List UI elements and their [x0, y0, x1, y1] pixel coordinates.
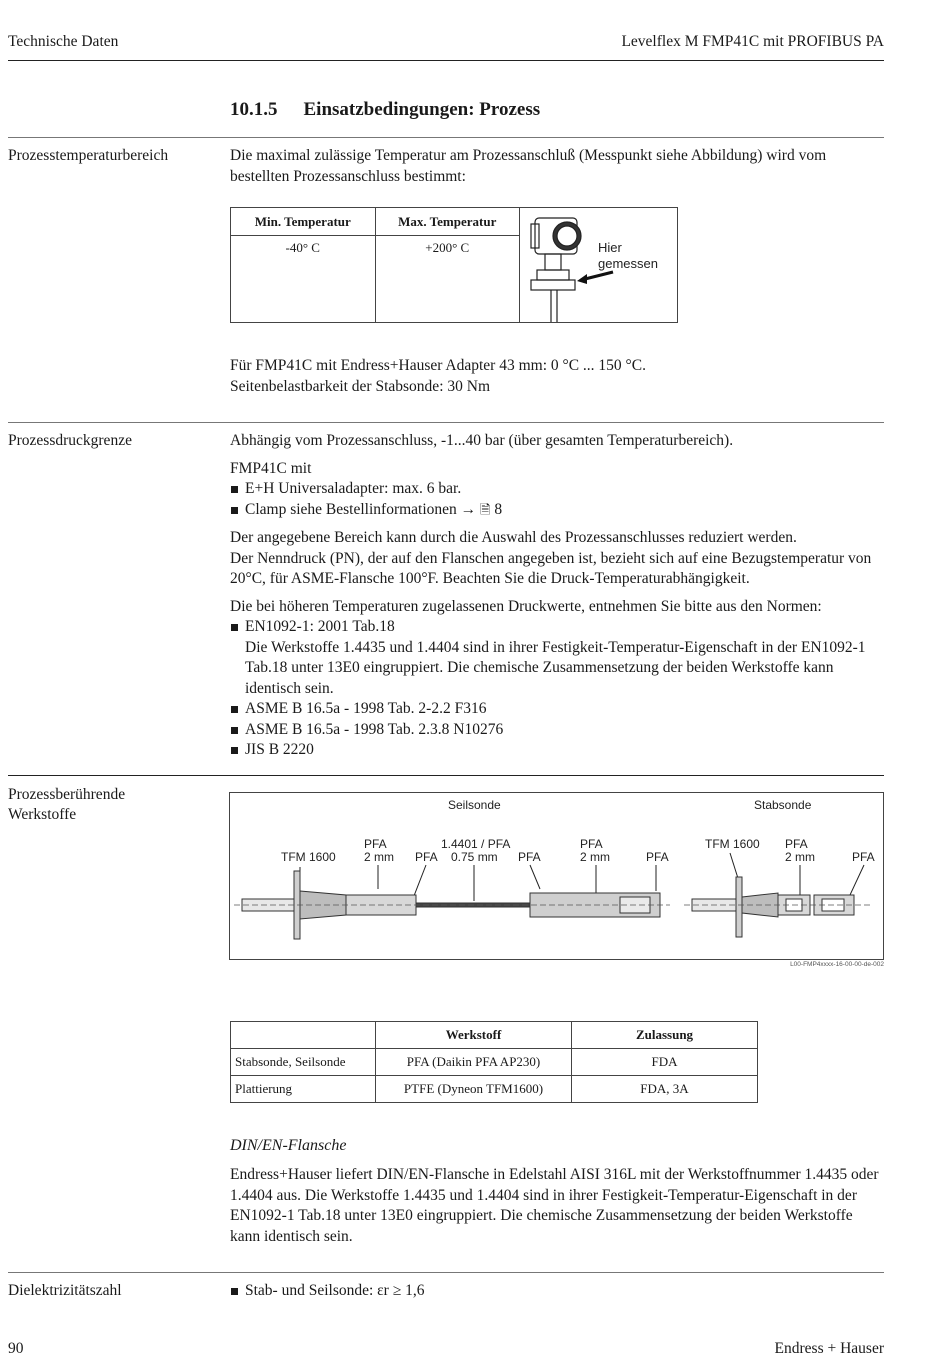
rule	[8, 137, 884, 138]
temp-adapter-line: Für FMP41C mit Endress+Hauser Adapter 43 mm: 0 °C ... 150 °C.	[230, 357, 646, 374]
norm-en1092: EN1092-1: 2001 Tab.18	[230, 617, 885, 638]
fig-label-inox: 1.4401 / PFA	[441, 837, 511, 851]
section-title-text: Einsatzbedingungen: Prozess	[303, 99, 541, 120]
fig-label-tfm-1: TFM 1600	[281, 850, 336, 864]
pressure-bullet-adapter: E+H Universaladapter: max. 6 bar.	[230, 479, 885, 500]
norm-asme-n10276: ASME B 16.5a - 1998 Tab. 2.3.8 N10276	[230, 720, 885, 741]
materials-label-line1: Prozessberührende	[8, 786, 126, 803]
fig-label-tfm-2: TFM 1600	[705, 837, 760, 851]
fig-label-stabsonde: Stabsonde	[754, 798, 812, 812]
rule	[8, 775, 884, 776]
materials-table	[230, 1021, 758, 1103]
table-row	[231, 1049, 758, 1076]
page-ref-icon: 🗎	[480, 502, 491, 518]
norm-asme-f316: ASME B 16.5a - 1998 Tab. 2-2.2 F316	[230, 699, 885, 720]
fig-label-2mm-3: 2 mm	[785, 850, 815, 864]
pressure-block	[230, 431, 885, 761]
footer-brand: Endress + Hauser	[774, 1340, 884, 1357]
fig-label-2mm-1: 2 mm	[364, 850, 394, 864]
max-temp-value: +200° C	[375, 236, 520, 323]
fig-label-pfa-b: PFA	[518, 850, 541, 864]
table-cell: Stabsonde, Seilsonde	[231, 1049, 376, 1076]
table-cell: PTFE (Dyneon TFM1600)	[376, 1076, 572, 1103]
probe-cross-section-drawing	[230, 793, 883, 959]
din-flange-text: Endress+Hauser liefert DIN/EN-Flansche in Edelstahl AISI 316L mit der Werkstoffnummer 1.4435 oder 1.4404 aus. Die Werkstoffe 1.4435 und 1.4404 sind in ihrer Festigkeit-Temperatur-Eigenschaft in der EN1092-1 Tab.18 unter 13E0 eingruppiert. Die chemische Zusammensetzung der beiden Werkstoffe kann identisch sein.	[230, 1166, 879, 1245]
fig-label-2mm-2: 2 mm	[580, 850, 610, 864]
materials-label	[8, 785, 218, 825]
fig-label-pfa-3: PFA	[785, 837, 808, 851]
table-cell: Plattierung	[231, 1076, 376, 1103]
header-left: Technische Daten	[8, 33, 119, 50]
materials-label-line2: Werkstoffe	[8, 806, 77, 823]
measuring-point-figure	[521, 208, 678, 322]
table-row	[231, 1076, 758, 1103]
dielectric-bullet: Stab- und Seilsonde: εr ≥ 1,6	[230, 1281, 885, 1302]
pressure-pn-note: Der Nenndruck (PN), der auf den Flanschen angegeben ist, bezieht sich auf eine Bezugstemperatur von 20°C, für ASME-Flansche 100°F. Beachten Sie die Druck-Temperaturabhängigkeit.	[230, 549, 872, 587]
norm-jis: JIS B 2220	[230, 740, 885, 761]
max-temp-header: Max. Temperatur	[375, 208, 520, 236]
din-flange-title: DIN/EN-Flansche	[230, 1137, 347, 1154]
fig-label-pfa-1: PFA	[364, 837, 387, 851]
fig-label-pfa-a: PFA	[415, 850, 438, 864]
pressure-label: Prozessdruckgrenze	[8, 432, 132, 449]
dielectric-label: Dielektrizitätszahl	[8, 1282, 122, 1299]
temp-label: Prozesstemperaturbereich	[8, 147, 169, 164]
clamp-text: Clamp siehe Bestellinformationen	[245, 500, 457, 518]
figure-label-hier: Hier	[598, 240, 622, 255]
pressure-range-note: Der angegebene Bereich kann durch die Auswahl des Prozessanschlusses reduziert werden.	[230, 529, 797, 546]
pressure-bullet-clamp	[230, 500, 885, 522]
materials-table-header-werkstoff: Werkstoff	[376, 1022, 572, 1049]
fig-label-seilsonde: Seilsonde	[448, 798, 501, 812]
temperature-table-frame	[230, 207, 678, 323]
temp-side-load-line: Seitenbelastbarkeit der Stabsonde: 30 Nm	[230, 378, 490, 395]
materials-table-header-zulassung: Zulassung	[572, 1022, 758, 1049]
temperature-table	[230, 207, 520, 323]
fig-label-pfa-c: PFA	[646, 850, 669, 864]
fig-label-pfa-d: PFA	[852, 850, 875, 864]
arrow-icon: →	[460, 500, 477, 518]
fig-label-pfa-2: PFA	[580, 837, 603, 851]
table-cell: FDA, 3A	[572, 1076, 758, 1103]
norm-en1092-detail: Die Werkstoffe 1.4435 und 1.4404 sind in ihrer Festigkeit-Temperatur-Eigenschaft in der EN1092-1 Tab.18 unter 13E0 eingruppiert. Die chemische Zusammensetzung der beiden Werkstoffe kann identisch sein.	[245, 638, 866, 697]
materials-table-header-empty	[231, 1022, 376, 1049]
dielectric-block	[230, 1281, 885, 1302]
page-number: 90	[8, 1340, 24, 1357]
fig-label-075mm: 0.75 mm	[451, 850, 498, 864]
pressure-fmp-intro: FMP41C mit	[230, 459, 312, 477]
rule	[8, 422, 884, 423]
header-rule	[8, 60, 884, 61]
clamp-page-ref[interactable]: 8	[494, 500, 503, 518]
figure-label-gemessen: gemessen	[598, 256, 658, 271]
table-cell: FDA	[572, 1049, 758, 1076]
min-temp-value: -40° C	[231, 236, 376, 323]
header-right: Levelflex M FMP41C mit PROFIBUS PA	[621, 33, 884, 50]
temp-intro: Die maximal zulässige Temperatur am Prozessanschluß (Messpunkt siehe Abbildung) wird vom bestellten Prozessanschluss bestimmt:	[230, 147, 827, 185]
section-number: 10.1.5	[230, 99, 278, 120]
section-title	[230, 99, 540, 121]
pressure-range: Abhängig vom Prozessanschluss, -1...40 bar (über gesamten Temperaturbereich).	[230, 432, 734, 449]
table-cell: PFA (Daikin PFA AP230)	[376, 1049, 572, 1076]
figure-code: L00-FMP4xxxx-16-00-00-de-002	[790, 961, 884, 968]
min-temp-header: Min. Temperatur	[231, 208, 376, 236]
probe-materials-figure	[229, 792, 884, 960]
rule	[8, 1272, 884, 1273]
pressure-norms-intro: Die bei höheren Temperaturen zugelassenen Druckwerte, entnehmen Sie bitte aus den Normen:	[230, 597, 822, 615]
